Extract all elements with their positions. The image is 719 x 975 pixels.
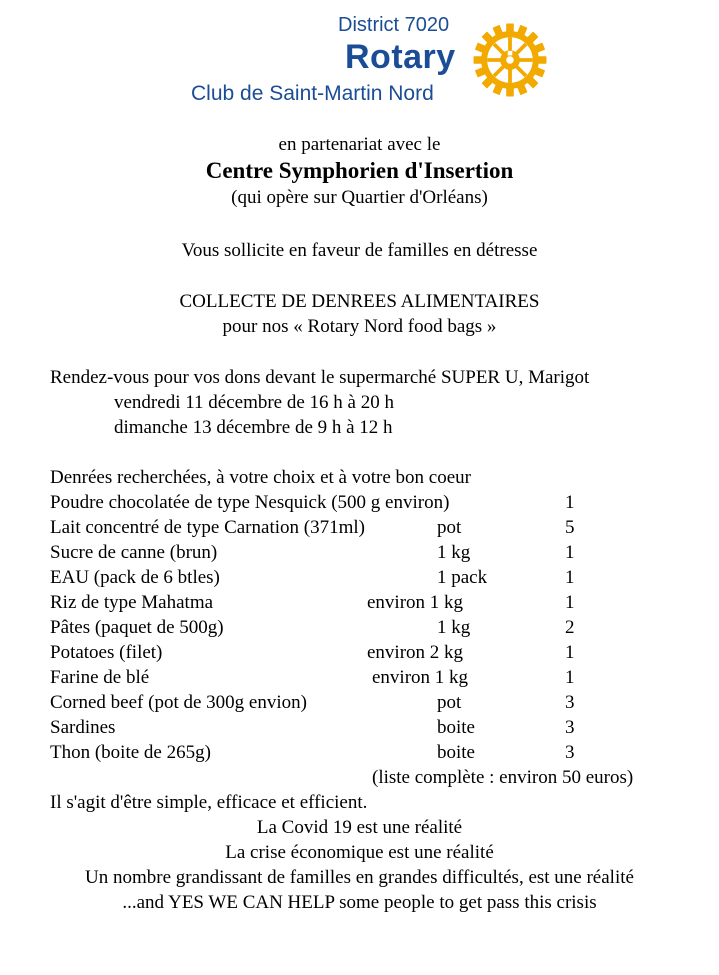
help-line: ...and YES WE CAN HELP some people to get pass this crisis — [122, 892, 597, 913]
item-name: Sardines — [50, 717, 116, 738]
organization-note: (qui opère sur Quartier d'Orléans) — [231, 187, 488, 208]
item-unit: boite — [437, 717, 475, 738]
rotary-wheel-icon — [472, 22, 548, 98]
item-quantity: 1 — [565, 667, 575, 688]
rotary-logo — [188, 8, 550, 108]
total-note: (liste complète : environ 50 euros) — [372, 767, 634, 788]
items-intro: Denrées recherchées, à votre choix et à votre bon coeur — [50, 467, 471, 488]
item-quantity: 1 — [565, 567, 575, 588]
covid-line: La Covid 19 est une réalité — [256, 817, 463, 838]
logo-brand: Rotary — [345, 38, 456, 76]
item-quantity: 1 — [565, 642, 575, 663]
crisis-line: La crise économique est une réalité — [225, 842, 494, 863]
item-unit: environ 2 kg — [367, 642, 464, 663]
item-name: EAU (pack de 6 btles) — [50, 567, 220, 588]
item-unit: 1 kg — [437, 617, 471, 638]
item-unit: environ 1 kg — [367, 592, 464, 613]
organization-name: Centre Symphorien d'Insertion — [205, 158, 514, 183]
logo-district: District 7020 — [338, 14, 450, 36]
logo-club-name: Club de Saint-Martin Nord — [191, 82, 434, 105]
item-name: Riz de type Mahatma — [50, 592, 214, 613]
item-quantity: 1 — [565, 542, 575, 563]
item-name: Pâtes (paquet de 500g) — [50, 617, 224, 638]
item-name: Corned beef (pot de 300g envion) — [50, 692, 307, 713]
item-quantity: 3 — [565, 717, 575, 738]
item-quantity: 5 — [565, 517, 575, 538]
item-name: Lait concentré de type Carnation (371ml) — [50, 517, 365, 538]
item-quantity: 3 — [565, 742, 575, 763]
date-sunday: dimanche 13 décembre de 9 h à 12 h — [114, 417, 393, 438]
families-line: Un nombre grandissant de familles en grandes difficultés, est une réalité — [85, 867, 634, 888]
closing-statement: Il s'agit d'être simple, efficace et efficient. — [50, 792, 368, 813]
item-quantity: 3 — [565, 692, 575, 713]
item-name: Farine de blé — [50, 667, 150, 688]
item-unit: pot — [437, 517, 462, 538]
item-unit: 1 pack — [437, 567, 488, 588]
item-name: Poudre chocolatée de type Nesquick (500 g environ) — [50, 492, 450, 513]
item-quantity: 1 — [565, 492, 575, 513]
item-unit: 1 kg — [437, 542, 471, 563]
collection-subheading: pour nos « Rotary Nord food bags » — [222, 316, 497, 337]
item-name: Potatoes (filet) — [50, 642, 163, 663]
collection-heading: COLLECTE DE DENREES ALIMENTAIRES — [179, 291, 540, 312]
item-quantity: 2 — [565, 617, 575, 638]
item-name: Sucre de canne (brun) — [50, 542, 218, 563]
location-line: Rendez-vous pour vos dons devant le supermarché SUPER U, Marigot — [50, 367, 590, 388]
item-quantity: 1 — [565, 592, 575, 613]
item-name: Thon (boite de 265g) — [50, 742, 211, 763]
item-unit: pot — [437, 692, 462, 713]
item-unit: environ 1 kg — [372, 667, 469, 688]
solicitation-line: Vous sollicite en faveur de familles en détresse — [181, 240, 538, 261]
date-friday: vendredi 11 décembre de 16 h à 20 h — [114, 392, 394, 413]
partnership-line: en partenariat avec le — [278, 134, 441, 155]
item-unit: boite — [437, 742, 475, 763]
